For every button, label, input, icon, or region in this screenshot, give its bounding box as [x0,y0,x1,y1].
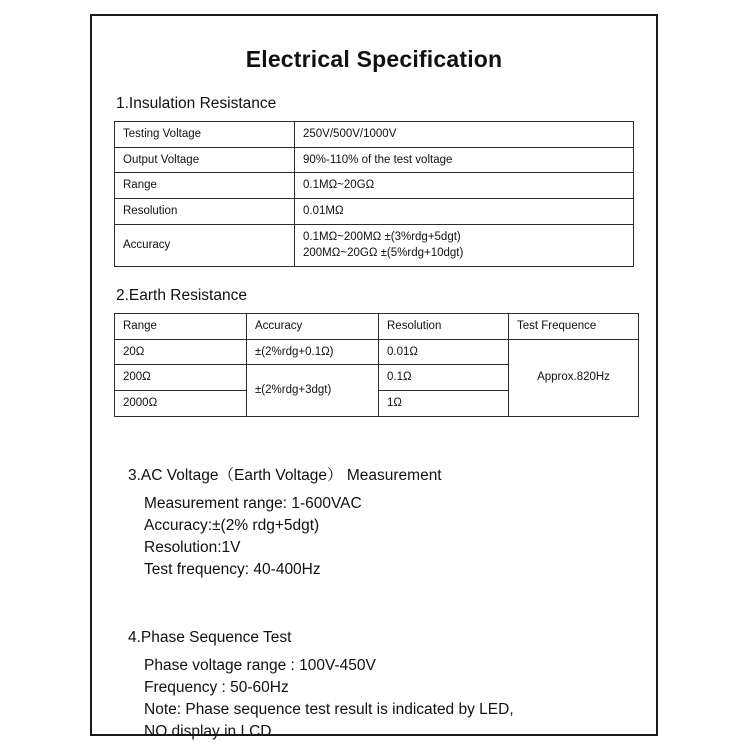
cell-value: 0.1MΩ~20GΩ [295,173,634,199]
table-row [115,199,634,225]
earth-resistance-table [114,313,639,417]
ac-voltage-line-3: Resolution:1V [144,538,241,556]
cell-value: 250V/500V/1000V [295,122,634,148]
cell-accuracy: ±(2%rdg+0.1Ω) [247,339,379,365]
cell-label: Testing Voltage [115,122,295,148]
cell-label: Resolution [115,199,295,225]
ac-voltage-line-2: Accuracy:±(2% rdg+5dgt) [144,516,320,534]
phase-sequence-line-3: Note: Phase sequence test result is indicated by LED, [144,700,514,718]
cell-resolution: 0.01Ω [379,339,509,365]
section-heading-ac-voltage: 3.AC Voltage（Earth Voltage） Measurement [128,466,442,484]
section-heading-phase-sequence-test: 4.Phase Sequence Test [128,628,292,646]
insulation-resistance-table [114,121,634,267]
cell-range: 20Ω [115,339,247,365]
phase-sequence-line-1: Phase voltage range : 100V-450V [144,656,376,674]
table-row [115,339,639,365]
column-header-accuracy: Accuracy [247,314,379,340]
section-heading-earth-resistance: 2.Earth Resistance [116,287,247,305]
phase-sequence-line-2: Frequency : 50-60Hz [144,678,289,696]
table-row [115,173,634,199]
column-header-test-frequence: Test Frequence [509,314,639,340]
cell-value: 0.01MΩ [295,199,634,225]
cell-label: Output Voltage [115,147,295,173]
cell-range: 200Ω [115,365,247,391]
column-header-range: Range [115,314,247,340]
table-row [115,122,634,148]
ac-voltage-details [128,493,634,581]
ac-voltage-line-4: Test frequency: 40-400Hz [144,560,321,578]
cell-resolution: 1Ω [379,391,509,417]
table-header-row [115,314,639,340]
cell-range: 2000Ω [115,391,247,417]
table-row [115,147,634,173]
accuracy-line-1: 0.1MΩ~200MΩ ±(3%rdg+5dgt) [303,230,461,243]
accuracy-line-2: 200MΩ~20GΩ ±(5%rdg+10dgt) [303,247,464,260]
section-heading-insulation-resistance: 1.Insulation Resistance [116,95,277,112]
cell-label: Range [115,173,295,199]
cell-resolution: 0.1Ω [379,365,509,391]
page-title: Electrical Specification [245,46,503,72]
spec-sheet [90,14,658,740]
cell-label: Accuracy [115,224,295,266]
cell-value-accuracy [295,224,634,266]
phase-sequence-details [128,655,634,743]
cell-accuracy: ±(2%rdg+3dgt) [247,365,379,416]
cell-test-frequence: Approx.820Hz [509,339,639,416]
ac-voltage-line-1: Measurement range: 1-600VAC [144,494,362,512]
phase-sequence-line-4: NO display in LCD. [144,722,276,740]
column-header-resolution: Resolution [379,314,509,340]
table-row [115,224,634,266]
cell-value: 90%-110% of the test voltage [295,147,634,173]
